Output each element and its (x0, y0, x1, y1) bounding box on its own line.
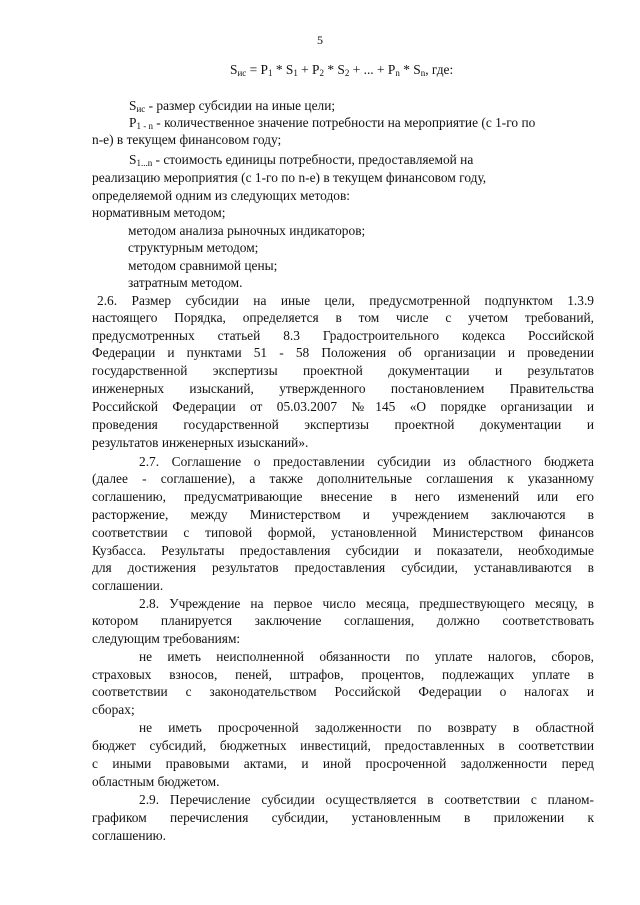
para-2-6-line: проведения государственной экспертизы проектной документации и (92, 417, 594, 432)
requirement-2-line: с иными правовыми актами, и иной просроченной задолженности перед (92, 756, 594, 771)
para-2-8-line: котором планируется заключение соглашения, должно соответствовать (92, 613, 594, 628)
definition-s: $S_{1...n}$ - стоимость единицы потребности, предоставляемой на (129, 152, 474, 168)
page-number: 5 (317, 33, 323, 47)
definition-s-cont-2: определяемой одним из следующих методов: (92, 188, 351, 203)
method-item: затратным методом. (128, 275, 243, 290)
para-2-7-line: соглашении. (92, 578, 164, 593)
para-2-9-line: графиком перечисления субсидии, установленным в приложении к (92, 810, 594, 825)
para-2-7-line: для достижения результатов предоставления субсидии, устанавливаются в (92, 560, 594, 575)
requirement-1-line: не иметь неисполненной обязанности по уплате налогов, сборов, (139, 649, 594, 664)
requirement-1-line: страховых взносов, пеней, штрафов, процентов, подлежащих уплате в (92, 667, 594, 682)
requirement-2-line: не иметь просроченной задолженности по возврату в областной (139, 720, 594, 735)
para-2-8-line: следующим требованиям: (92, 631, 241, 646)
para-2-6-line: Российской Федерации от 05.03.2007 №145 «О порядке организации и (92, 399, 594, 414)
subsidy-formula: $S_{ис} = P_1 * S_1 + P_2 * S_2$ + ... + $P_n * S_n$, где: (230, 62, 454, 78)
para-2-6-line: инженерных изысканий, утвержденного постановлением Правительства (92, 381, 594, 396)
para-2-8-line: 2.8. Учреждение на первое число месяца, предшествующего месяцу, в (139, 596, 594, 611)
para-2-7-line: 2.7. Соглашение о предоставлении субсидии из областного бюджета (139, 454, 594, 469)
para-2-7-line: (далее - соглашение), а также дополнительные соглашения к указанному (92, 471, 594, 486)
para-2-6-line: Федерации и пунктами 51 - 58 Положения об организации и проведении (92, 345, 594, 360)
definition-p-cont: n-е) в текущем финансовом году; (92, 132, 282, 147)
requirement-2-line: бюджет субсидий, бюджетных инвестиций, предоставленных в соответствии (92, 738, 594, 753)
para-2-9-line: соглашению. (92, 828, 167, 843)
para-2-6-line: результатов инженерных изысканий». (92, 435, 309, 450)
para-2-7-line: расторжение, между Министерством и учреждением заключаются в (92, 507, 594, 522)
method-item: структурным методом; (128, 240, 259, 255)
requirement-2-line: областным бюджетом. (92, 774, 220, 789)
method-item: методом сравнимой цены; (128, 258, 278, 273)
para-2-6-line: 2.6. Размер субсидии на иные цели, предусмотренной подпунктом 1.3.9 (97, 293, 594, 308)
para-2-6-line: государственной экспертизы проектной документации и результатов (92, 363, 594, 378)
para-2-6-line: настоящего Порядка, определяется в том числе с учетом требований, (92, 310, 594, 325)
requirement-1-line: соответствии с законодательством Российской Федерации о налогах и (92, 684, 594, 699)
requirement-1-line: сборах; (92, 702, 135, 717)
para-2-9-line: 2.9. Перечисление субсидии осуществляется в соответствии с планом- (139, 792, 594, 807)
definition-s-cont-1: реализацию мероприятия (с 1-го по n-е) в текущем финансовом году, (92, 170, 487, 185)
para-2-7-line: Кузбасса. Результаты предоставления субсидии и показатели, необходимые (92, 543, 594, 558)
para-2-7-line: соответствии с типовой формой, установленной Министерством финансов (92, 525, 594, 540)
para-2-7-line: соглашению, предусматривающие внесение в него изменений или его (92, 489, 594, 504)
para-2-6-line: предусмотренных статьей 8.3 Градостроительного кодекса Российской (92, 328, 594, 343)
method-item: нормативным методом; (92, 205, 226, 220)
definition-sic: $S_{ис}$ - размер субсидии на иные цели; (129, 98, 336, 114)
definition-p: $P_{1 - n}$ - количественное значение потребности на мероприятие (с 1-го по (129, 115, 536, 131)
method-item: методом анализа рыночных индикаторов; (128, 223, 366, 238)
